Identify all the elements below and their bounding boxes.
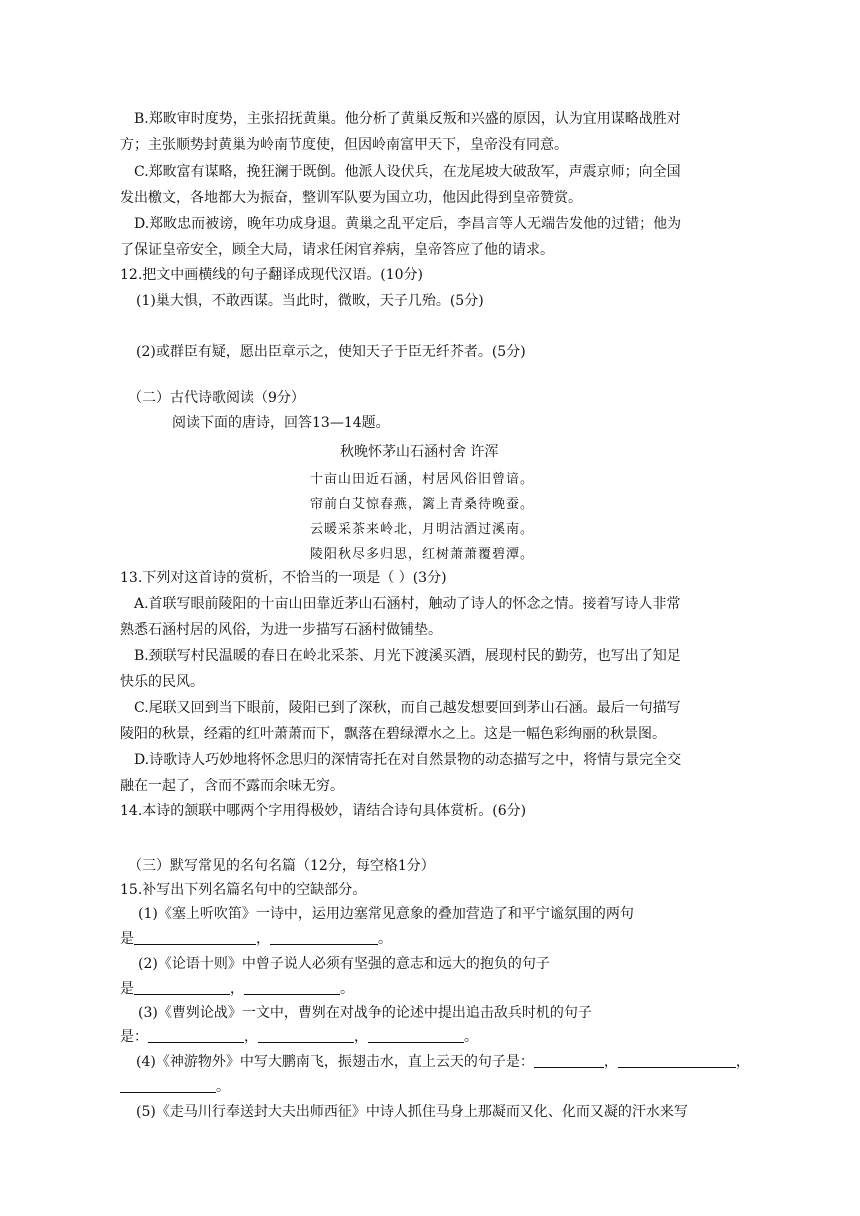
fill-blank[interactable] — [148, 1028, 244, 1043]
section3-heading: （三）默写常见的名句名篇（12分，每空格1分） — [128, 858, 435, 874]
period: 。 — [340, 981, 354, 997]
fill-blank[interactable] — [258, 1028, 354, 1043]
q15-item2-line1: (2)《论语十则》中曾子说人必须有坚强的意志和远大的抱负的句子 — [138, 956, 550, 972]
q11-option-c-line2: 发出檄文，各地都大为振奋，整训军队要为国立功，他因此得到皇帝赞赏。 — [120, 190, 582, 206]
q11-option-d-line2: 了保证皇帝安全，顾全大局，请求任闲官养病，皇帝答应了他的请求。 — [120, 242, 554, 258]
q13-option-a-line1: A.首联写眼前陵阳的十亩山田靠近茅山石涵村，触动了诗人的怀念之情。接着写诗人非常 — [134, 596, 681, 612]
q12-sentence-2: (2)或群臣有疑，愿出臣章示之，使知天子于臣无纤芥者。(5分) — [136, 344, 526, 360]
q15-item2-lead: 是 — [120, 981, 134, 997]
fill-blank[interactable] — [534, 1053, 604, 1068]
fill-blank[interactable] — [244, 980, 340, 995]
q12-stem: 12.把文中画横线的句子翻译成现代汉语。(10分) — [120, 267, 424, 283]
q11-option-c-line1: C.郑畋富有谋略，挽狂澜于既倒。他派人设伏兵，在龙尾坡大破敌军，声震京师；向全国 — [134, 164, 681, 180]
q13-option-d-line1: D.诗歌诗人巧妙地将怀念思归的深情寄托在对自然景物的动态描写之中，将情与景完全交 — [134, 752, 682, 768]
q13-option-a-line2: 熟悉石涵村居的风俗，为进一步描写石涵村做铺垫。 — [120, 622, 442, 638]
q13-option-c-line1: C.尾联又回到当下眼前，陵阳已到了深秋，而自己越发想要回到茅山石涵。最后一句描写 — [134, 700, 681, 716]
comma: ， — [735, 1054, 750, 1070]
q15-item4-line2 — [120, 1078, 742, 1096]
q13-option-c-line2: 陵阳的秋景，经霜的红叶萧萧而下，飘落在碧绿潭水之上。这是一幅色彩绚丽的秋景图。 — [120, 726, 666, 742]
q11-option-b-line2: 方；主张顺势封黄巢为岭南节度使，但因岭南富甲天下，皇帝没有同意。 — [120, 137, 568, 153]
poem-line-1: 十亩山田近石涵，村居风俗旧曾谙。 — [310, 472, 535, 487]
comma: ， — [354, 1029, 368, 1045]
poem-line-3: 云暖采茶来岭北，月明沽酒过溪南。 — [310, 522, 535, 537]
q15-item3-line2 — [120, 1028, 742, 1046]
q14-stem: 14.本诗的颔联中哪两个字用得极妙，请结合诗句具体赏析。(6分) — [120, 803, 527, 819]
period: 。 — [216, 1079, 230, 1095]
q15-item4-line1 — [136, 1053, 758, 1071]
q13-stem: 13.下列对这首诗的赏析，不恰当的一项是（ ）(3分) — [120, 570, 447, 586]
q15-item1-lead: 是 — [120, 931, 134, 947]
q15-item5-line1: (5)《走马川行奉送封大夫出师西征》中诗人抓住马身上那凝而又化、化而又凝的汗水来写 — [136, 1104, 688, 1120]
q13-option-b-line2: 快乐的民风。 — [120, 674, 204, 690]
fill-blank[interactable] — [134, 930, 256, 945]
period: 。 — [464, 1029, 478, 1045]
section2-instructions: 阅读下面的唐诗，回答13—14题。 — [172, 415, 390, 431]
comma: ， — [256, 931, 270, 947]
poem-title: 秋晚怀茅山石涵村舍 许浑 — [340, 444, 499, 460]
q13-option-d-line2: 融在一起了，含而不露而余味无穷。 — [120, 778, 344, 794]
comma: ， — [244, 1029, 258, 1045]
fill-blank[interactable] — [368, 1028, 464, 1043]
comma: ， — [603, 1054, 618, 1070]
q15-item3-lead: 是： — [120, 1029, 148, 1045]
fill-blank[interactable] — [134, 980, 230, 995]
q11-option-d-line1: D.郑畋忠而被谤，晚年功成身退。黄巢之乱平定后，李昌言等人无端告发他的过错；他为 — [134, 216, 682, 232]
q15-stem: 15.补写出下列名篇名句中的空缺部分。 — [120, 882, 367, 898]
fill-blank[interactable] — [120, 1078, 216, 1093]
q15-item1-line2 — [120, 930, 742, 948]
comma: ， — [230, 981, 244, 997]
period: 。 — [378, 931, 392, 947]
q15-item4-lead: (4)《神游物外》中写大鹏南飞，振翅击水，直上云天的句子是： — [136, 1054, 534, 1070]
q11-option-b-line1: B.郑畋审时度势，主张招抚黄巢。他分析了黄巢反叛和兴盛的原因，认为宜用谋略战胜对 — [134, 111, 681, 127]
q15-item1-line1: (1)《塞上听吹笛》一诗中，运用边塞常见意象的叠加营造了和平宁谧氛围的两句 — [138, 906, 634, 922]
q13-option-b-line1: B.颈联写村民温暖的春日在岭北采茶、月光下渡溪买酒，展现村民的勤劳，也写出了知足 — [134, 648, 681, 664]
q15-item2-line2 — [120, 980, 742, 998]
poem-line-4: 陵阳秋尽多归思，红树萧萧覆碧潭。 — [310, 547, 535, 562]
fill-blank[interactable] — [270, 930, 378, 945]
section2-heading: （二）古代诗歌阅读（9分） — [128, 390, 305, 406]
q12-sentence-1: (1)巢大惧，不敢西谋。当此时，微畋，天子几殆。(5分) — [136, 293, 484, 309]
fill-blank[interactable] — [618, 1053, 736, 1068]
poem-line-2: 帘前白艾惊春燕，篱上青桑待晚蚕。 — [310, 497, 535, 512]
q15-item3-line1: (3)《曹刿论战》一文中，曹刿在对战争的论述中提出追击敌兵时机的句子 — [138, 1005, 592, 1021]
